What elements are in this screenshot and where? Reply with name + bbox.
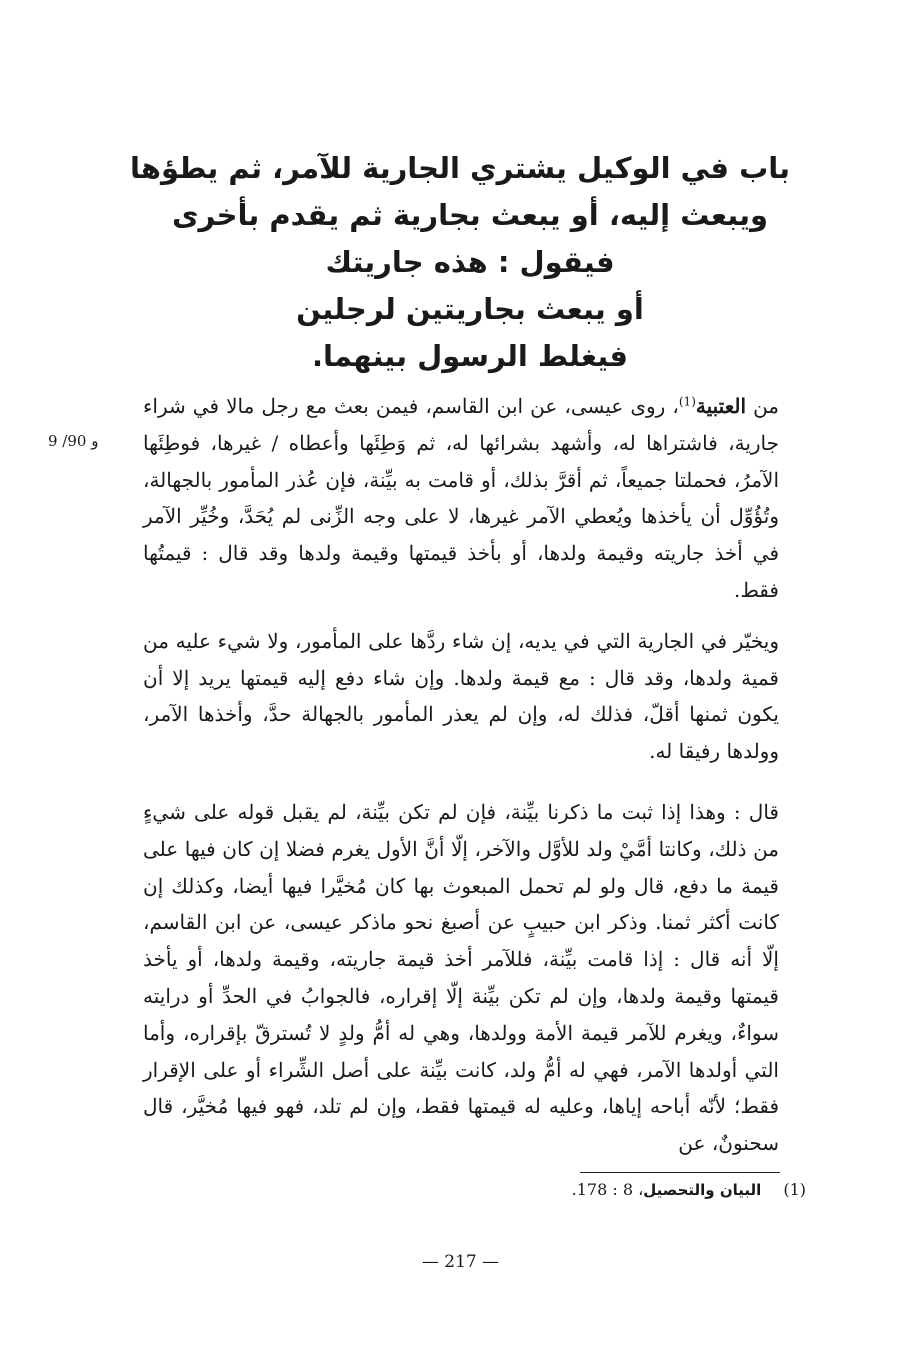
title-line-3: فيقول : هذه جاريتك (325, 245, 615, 279)
paragraph-1-lead: من (746, 394, 780, 418)
footnote-divider (580, 1172, 780, 1173)
paragraph-1-rest: ، روى عيسى، عن ابن القاسم، فيمن بعث مع رجل مالا في شراء جارية، فاشتراها له، وأشهد بشرائها له، ثم وَطِئَها وأعطاه / غيرها، فوطِئَها الآمرُ، فحملتا جميعاً، ثم أقرَّ بذلك، أو قامت به بيِّنة، فإن عُذر المأمور بالجهالة، وتُؤُوِّل أن يأخذها ويُعطي الآمر غيرها، لا على وجه الزِّنى لم يُحَدَّ، وخُيِّر الآمر في أخذ جاريته وقيمة ولدها، أو بأخذ قيمتها وقيمة ولدها وقد قال : قيمتُها فقط. (143, 394, 779, 602)
page-number: — 217 — (421, 1252, 500, 1272)
paragraph-3: قال : وهذا إذا ثبت ما ذكرنا بيِّنة، فإن لم تكن بيِّنة، لم يقبل قوله على شيءٍ من ذلك، وكانتا أمَّيْ ولد للأوَّل والآخر، إلّا أنَّ الأول يغرم فضلا إن كان فيها على قيمة ما دفع، قال ولو لم تحمل المبعوث بها كان مُخيَّرا فيها أيضا، وكذلك إن كانت أكثر ثمنا. وذكر ابن حبيبٍ عن أصبغ نحو ماذكر عيسى، عن ابن القاسم، إلّا أنه قال : إذا قامت بيِّنة، فللآمر أخذ قيمة جاريته، وقيمة ولدها، أو يأخذ قيمتها وقيمة ولدها، وإن لم تكن بيِّنة إلّا إقراره، فالجوابُ في الحدِّ أو درايته سواءٌ، ويغرم للآمر قيمة الأمة وولدها، وهي له أمُّ ولدٍ لا تُسترقّ بإقراره، وأما التي أولدها الآمر، فهي له أمُّ ولد، كانت بيِّنة على أصل الشِّراء أو على الإقرار فقط؛ لأنّه أباحه إياها، وعليه له قيمتها فقط، وإن لم تلد، فهو فيها مُخيَّر، قال سحنونٌ، عن (143, 799, 780, 1156)
margin-folio-note: 9 /90 و (48, 432, 99, 450)
footnote-number: (1) (783, 1180, 806, 1199)
paragraph-1 (143, 388, 779, 609)
title-line-1: باب في الوكيل يشتري الجارية للآمر، ثم يطؤها (129, 151, 790, 185)
title-line-2: ويبعث إليه، أو يبعث بجارية ثم يقدم بأخرى (171, 198, 769, 232)
footnote (572, 1180, 806, 1199)
source-name: العتبية (695, 394, 747, 418)
chapter-title (129, 145, 790, 380)
body-text (143, 388, 779, 1162)
title-line-4: أو يبعث بجاريتين لرجلين (296, 292, 644, 326)
footnote-reference: ، 8 : 178. (571, 1180, 644, 1199)
footnote-ref: (1) (678, 394, 696, 409)
footnote-source-title: البيان والتحصيل (643, 1181, 762, 1199)
paragraph-2: ويخيّر في الجارية التي في يديه، إن شاء ردَّها على المأمور، ولا شيء عليه من قمية ولدها، وقد قال : مع قيمة ولدها. وإن شاء دفع إليه قيمتها يريد إلا أن يكون ثمنها أقلّ، فذلك له، وإن لم يعذر المأمور بالجهالة حدَّ، وأخذها الآمر، وولدها رفيقا له. (143, 628, 779, 764)
title-line-5: فيغلط الرسول بينهما. (311, 339, 629, 373)
